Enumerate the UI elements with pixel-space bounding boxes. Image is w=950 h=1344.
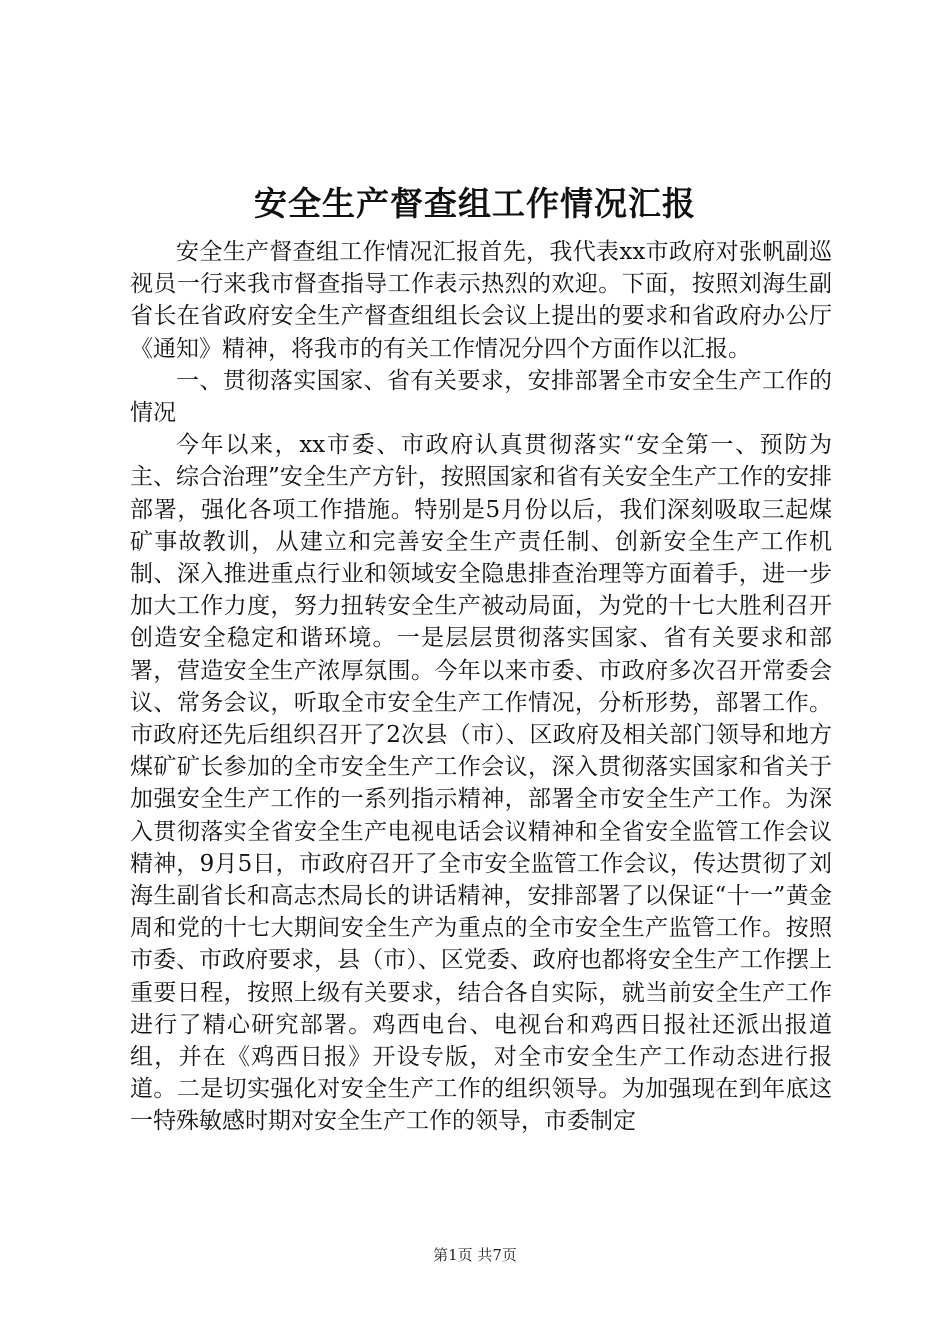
document-body	[130, 236, 832, 1138]
page-number-footer: 第1页 共7页	[433, 1246, 517, 1264]
document-title: 安全生产督查组工作情况汇报	[254, 184, 696, 223]
paragraph-main: 今年以来，xx市委、市政府认真贯彻落实“安全第一、预防为主、综合治理”安全生产方针，按照国家和省有关安全生产工作的安排部署，强化各项工作措施。特别是5月份以后，我们深刻吸取三起煤矿事故教训，从建立和完善安全生产责任制、创新安全生产工作机制、深入推进重点行业和领域安全隐患排查治理等方面着手，进一步加大工作力度，努力扭转安全生产被动局面，为党的十七大胜利召开创造安全稳定和谐环境。一是层层贯彻落实国家、省有关要求和部署，营造安全生产浓厚氛围。今年以来市委、市政府多次召开常委会议、常务会议，听取全市安全生产工作情况，分析形势，部署工作。市政府还先后组织召开了2次县（市）、区政府及相关部门领导和地方煤矿矿长参加的全市安全生产工作会议，深入贯彻落实国家和省关于加强安全生产工作的一系列指示精神，部署全市安全生产工作。为深入贯彻落实全省安全生产电视电话会议精神和全省安全监管工作会议精神，9月5日，市政府召开了全市安全监管工作会议，传达贯彻了刘海生副省长和高志杰局长的讲话精神，安排部署了以保证“十一”黄金周和党的十七大期间安全生产为重点的全市安全生产监管工作。按照市委、市政府要求，县（市）、区党委、政府也都将安全生产工作摆上重要日程，按照上级有关要求，结合各自实际，就当前安全生产工作进行了精心研究部署。鸡西电台、电视台和鸡西日报社还派出报道组，并在《鸡西日报》开设专版，对全市安全生产工作动态进行报道。二是切实强化对安全生产工作的组织领导。为加强现在到年底这一特殊敏感时期对安全生产工作的领导，市委制定	[130, 432, 832, 1135]
paragraph-section-heading: 一、贯彻落实国家、省有关要求，安排部署全市安全生产工作的情况	[130, 367, 832, 427]
paragraph-intro: 安全生产督查组工作情况汇报首先，我代表xx市政府对张帆副巡视员一行来我市督查指导工作表示热烈的欢迎。下面，按照刘海生副省长在省政府安全生产督查组组长会议上提出的要求和省政府办公厅《通知》精神，将我市的有关工作情况分四个方面作以汇报。	[130, 239, 832, 362]
